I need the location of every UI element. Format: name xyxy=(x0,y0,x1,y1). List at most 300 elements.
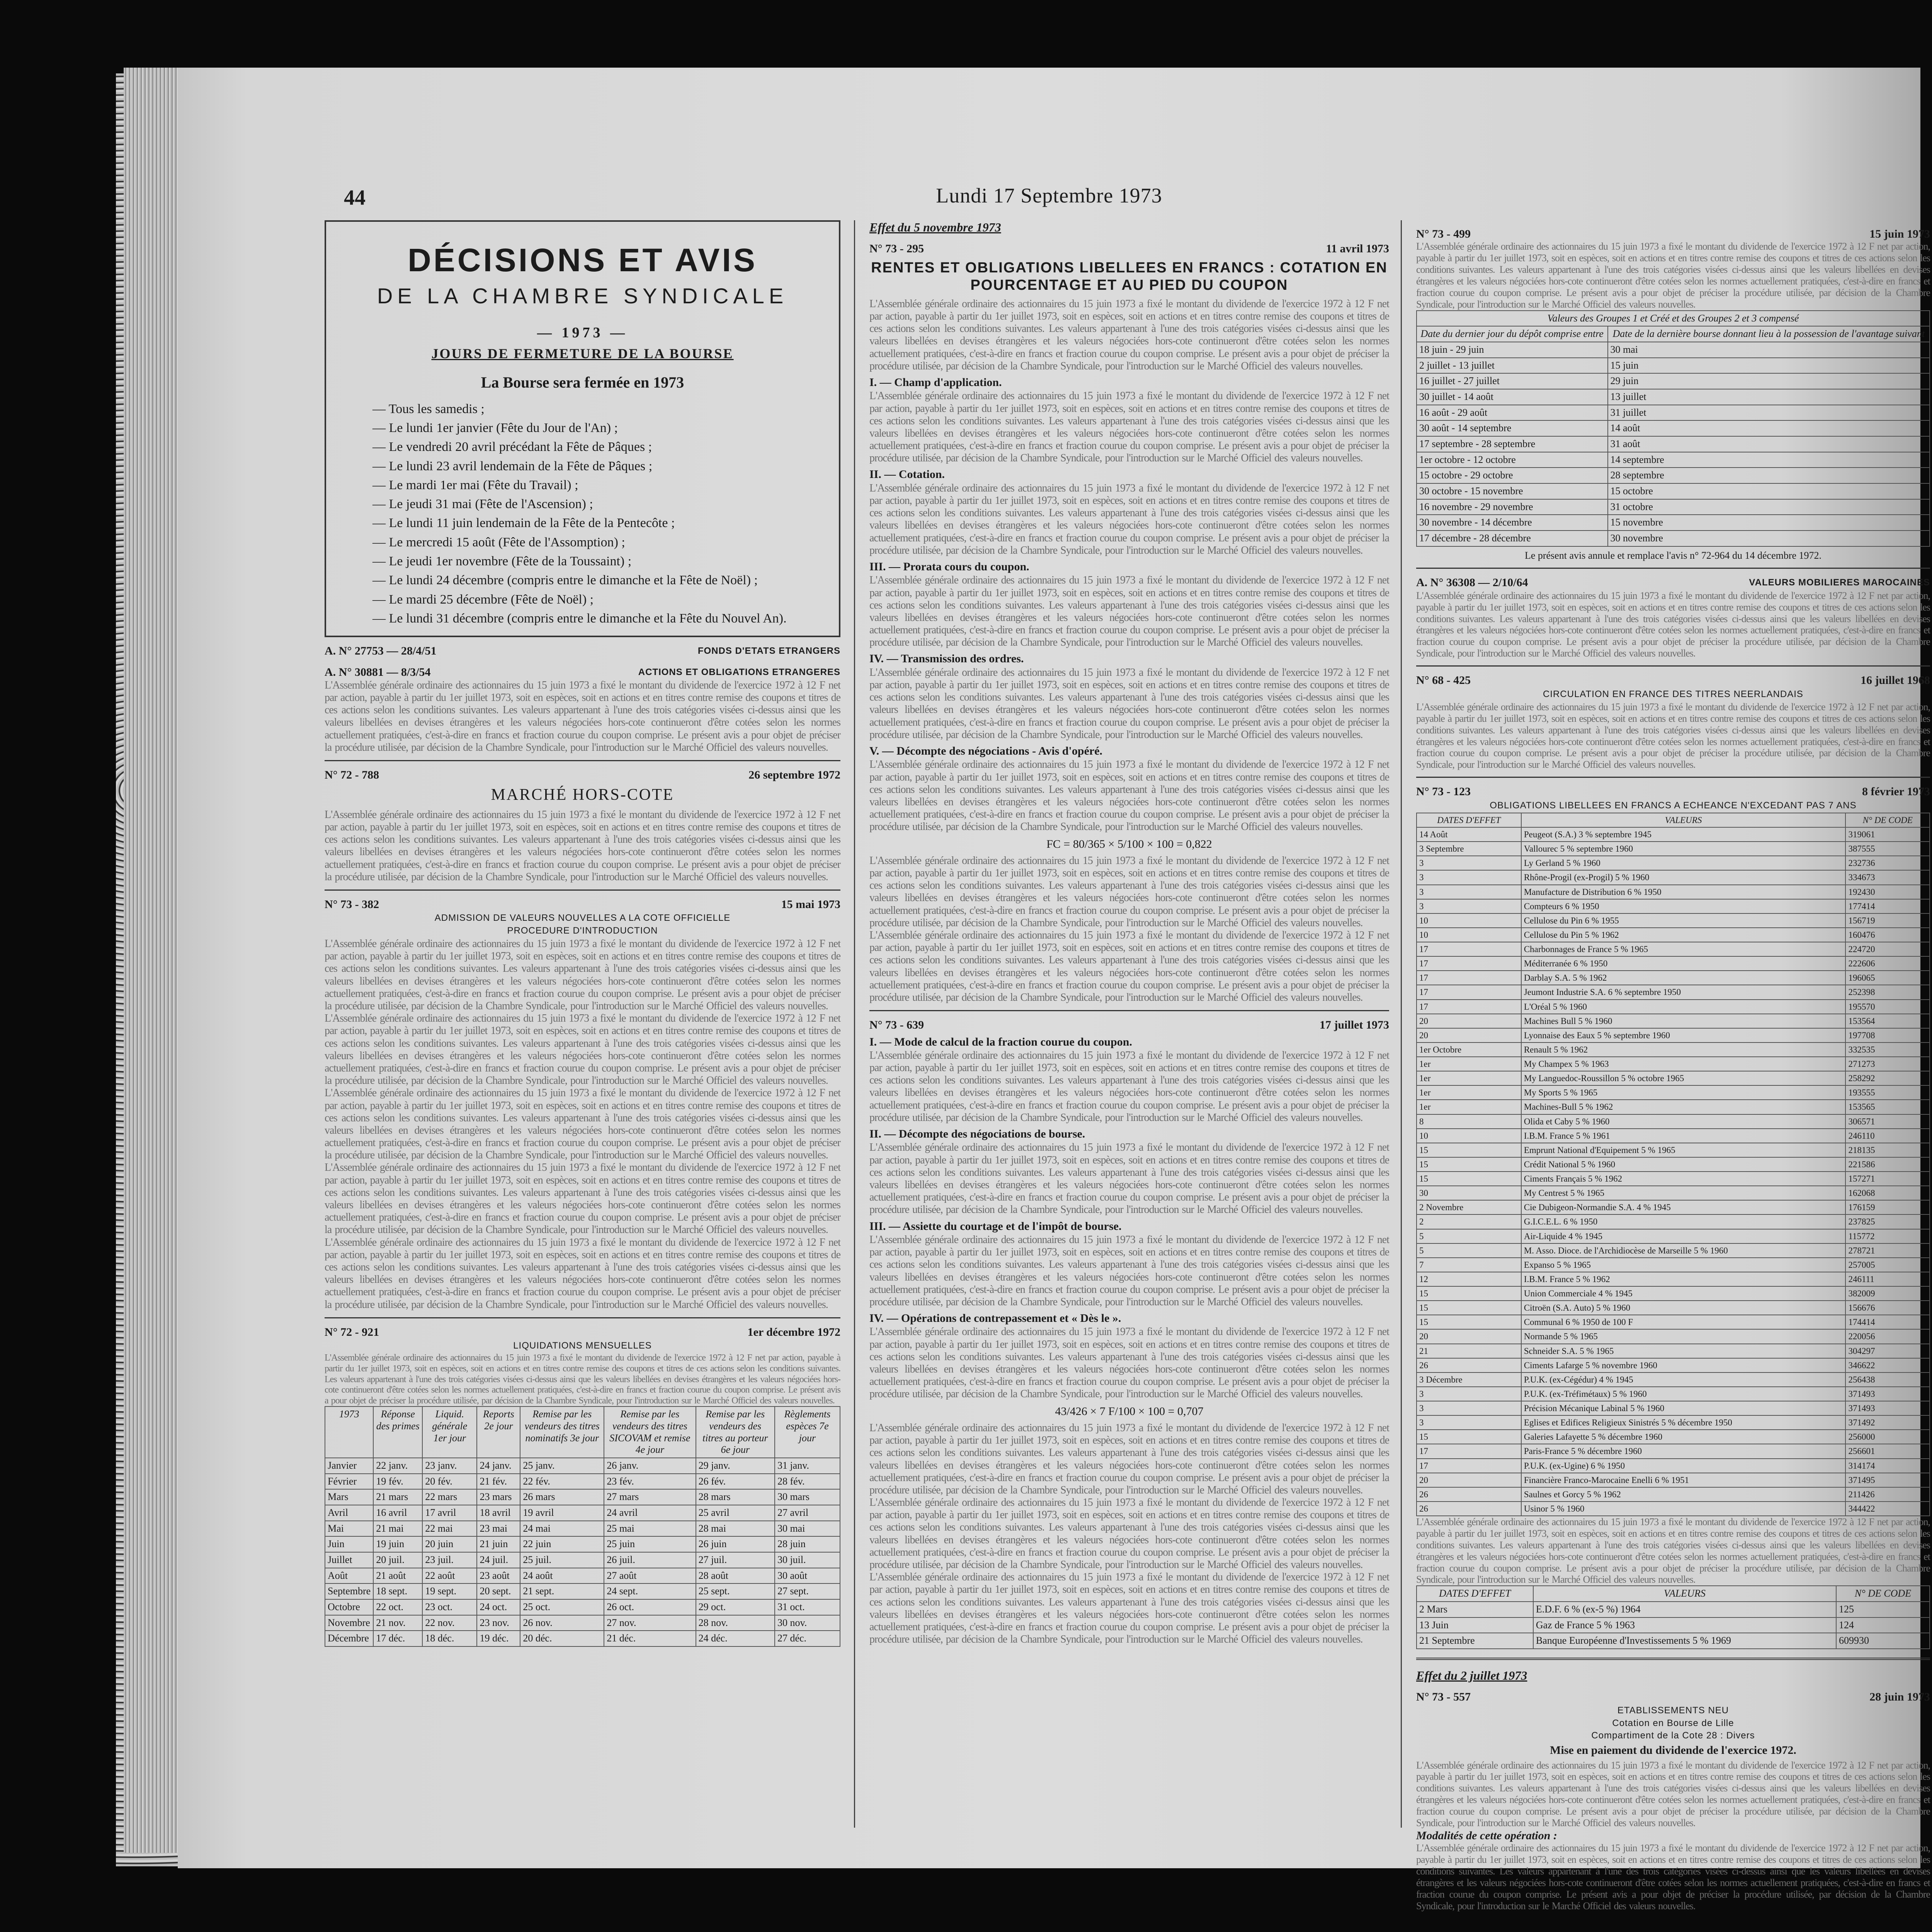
table-cell: Air-Liquide 4 % 1945 xyxy=(1521,1229,1846,1243)
table-cell: 2 juillet - 13 juillet xyxy=(1417,358,1608,374)
table-cell: 22 nov. xyxy=(422,1615,477,1631)
table-cell: Normande 5 % 1965 xyxy=(1521,1329,1846,1344)
table-cell: 28 fév. xyxy=(775,1474,840,1490)
table-row xyxy=(1417,899,1930,913)
table-row xyxy=(325,1631,840,1646)
table-cell: Renault 5 % 1962 xyxy=(1521,1043,1846,1057)
body-text: L'Assemblée générale ordinaire des actionnaires du 15 juin 1973 a fixé le montant du dividende de l'exercice 1972 à 12 F net par action, payable à partir du 1er juillet 1973, soit en espèces, soit en actions et en titres contre remise des coupons et titres de ces actions selon les conditions suivantes. Les valeurs appartenant à l'une des trois catégories visées ci-dessus ainsi que les valeurs libellées en devises étrangères et les valeurs négociées hors-cote continueront d'être cotées selon les normes actuellement pratiquées, c'est-à-dire en francs et fraction courue du coupon comprise. Le présent avis a pour objet de préciser la procédure utilisée, par décision de la Chambre Syndicale, pour l'introduction sur le Marché Officiel des valeurs nouvelles. xyxy=(869,1326,1389,1400)
table-cell: 20 fév. xyxy=(422,1474,477,1490)
table-cell: 21 juin xyxy=(477,1536,520,1552)
table-cell: 15 xyxy=(1417,1315,1521,1329)
table-row xyxy=(1417,436,1930,452)
body-text: L'Assemblée générale ordinaire des actionnaires du 15 juin 1973 a fixé le montant du dividende de l'exercice 1972 à 12 F net par action, payable à partir du 1er juillet 1973, soit en espèces, soit en actions et en titres contre remise des coupons et titres de ces actions selon les conditions suivantes. Les valeurs appartenant à l'une des trois catégories visées ci-dessus ainsi que les valeurs libellées en devises étrangères et les valeurs négociées hors-cote continueront d'être cotées selon les normes actuellement pratiquées, c'est-à-dire en francs et fraction courue du coupon comprise. Le présent avis a pour objet de préciser la procédure utilisée, par décision de la Chambre Syndicale, pour l'introduction sur le Marché Officiel des valeurs nouvelles. xyxy=(869,1571,1389,1646)
table-cell: 371492 xyxy=(1845,1415,1930,1430)
table-cell: 20 sept. xyxy=(477,1583,520,1599)
closed-day-item: — Le mardi 25 décembre (Fête de Noël) ; xyxy=(372,590,827,609)
table-cell: E.D.F. 6 % (ex-5 %) 1964 xyxy=(1533,1602,1836,1617)
table-cell: 174414 xyxy=(1845,1315,1930,1329)
table-row xyxy=(1417,1387,1930,1401)
table-cell: 20 xyxy=(1417,1473,1521,1487)
table-cell: 211426 xyxy=(1845,1487,1930,1502)
table-cell: 220056 xyxy=(1845,1329,1930,1344)
avis-number: A. N° 36308 — 2/10/64 xyxy=(1416,576,1528,589)
table-cell: 26 fév. xyxy=(696,1474,775,1490)
table-cell: 17 septembre - 28 septembre xyxy=(1417,436,1608,452)
table-cell: 15 juin xyxy=(1608,358,1930,374)
table-cell: 160476 xyxy=(1845,928,1930,942)
table-cell: 26 xyxy=(1417,1487,1521,1502)
avis-subtitle: Compartiment de la Cote 28 : Divers xyxy=(1591,1730,1755,1741)
table-cell: Union Commerciale 4 % 1945 xyxy=(1521,1286,1846,1301)
table-cell: 609930 xyxy=(1836,1633,1930,1649)
table-cell: 17 xyxy=(1417,942,1521,956)
table-cell: 30 novembre xyxy=(1608,531,1930,546)
table-cell: 30 août xyxy=(775,1568,840,1584)
table-cell: Précision Mécanique Labinal 5 % 1960 xyxy=(1521,1401,1846,1415)
table-cell: Darblay S.A. 5 % 1962 xyxy=(1521,971,1846,985)
closed-day-item: — Le vendredi 20 avril précédant la Fête de Pâques ; xyxy=(372,437,827,456)
closed-day-item: — Le mardi 1er mai (Fête du Travail) ; xyxy=(372,476,827,495)
section-heading: IV. — Transmission des ordres. xyxy=(869,652,1024,665)
table-cell: 232736 xyxy=(1845,856,1930,870)
table-cell: 24 oct. xyxy=(477,1599,520,1615)
table-cell: 257005 xyxy=(1845,1258,1930,1272)
table-row xyxy=(1417,1014,1930,1028)
table-header-cell: N° DE CODE xyxy=(1845,813,1930,827)
closed-day-item: — Tous les samedis ; xyxy=(372,400,827,418)
table-cell: P.U.K. (ex-Ugine) 6 % 1950 xyxy=(1521,1459,1846,1473)
table-row xyxy=(1417,913,1930,928)
formula: 43/426 × 7 F/100 × 100 = 0,707 xyxy=(1055,1405,1204,1418)
body-text: L'Assemblée générale ordinaire des actionnaires du 15 juin 1973 a fixé le montant du dividende de l'exercice 1972 à 12 F net par action, payable à partir du 1er juillet 1973, soit en espèces, soit en actions et en titres contre remise des coupons et titres de ces actions selon les conditions suivantes. Les valeurs appartenant à l'une des trois catégories visées ci-dessus ainsi que les valeurs libellées en devises étrangères et les valeurs négociées hors-cote continueront d'être cotées selon les normes actuellement pratiquées, c'est-à-dire en francs et fraction courue du coupon comprise. Le présent avis a pour objet de préciser la procédure utilisée, par décision de la Chambre Syndicale, pour l'introduction sur le Marché Officiel des valeurs nouvelles. xyxy=(1416,1842,1930,1912)
avis-title: OBLIGATIONS LIBELLEES EN FRANCS A ECHEANCE N'EXCEDANT PAS 7 ANS xyxy=(1490,800,1857,811)
body-text: L'Assemblée générale ordinaire des actionnaires du 15 juin 1973 a fixé le montant du dividende de l'exercice 1972 à 12 F net par action, payable à partir du 1er juillet 1973, soit en espèces, soit en actions et en titres contre remise des coupons et titres de ces actions selon les conditions suivantes. Les valeurs appartenant à l'une des trois catégories visées ci-dessus ainsi que les valeurs libellées en devises étrangères et les valeurs négociées hors-cote continueront d'être cotées selon les normes actuellement pratiquées, c'est-à-dire en francs et fraction courue du coupon comprise. Le présent avis a pour objet de préciser la procédure utilisée, par décision de la Chambre Syndicale, pour l'introduction sur le Marché Officiel des valeurs nouvelles. xyxy=(869,390,1389,464)
avis-date: 26 septembre 1972 xyxy=(748,768,840,781)
avis-number: N° 72 - 921 xyxy=(325,1325,379,1338)
table-cell: Citroën (S.A. Auto) 5 % 1960 xyxy=(1521,1301,1846,1315)
table-cell: Juin xyxy=(325,1536,373,1552)
table-row xyxy=(1417,1301,1930,1315)
table-cell: 29 oct. xyxy=(696,1599,775,1615)
table-cell: 256000 xyxy=(1845,1430,1930,1444)
table-cell: 15 xyxy=(1417,1301,1521,1315)
table-cell: Charbonnages de France 5 % 1965 xyxy=(1521,942,1846,956)
table-cell: 371495 xyxy=(1845,1473,1930,1487)
table-row xyxy=(325,1505,840,1521)
table-row xyxy=(1417,885,1930,899)
body-text: L'Assemblée générale ordinaire des actionnaires du 15 juin 1973 a fixé le montant du dividende de l'exercice 1972 à 12 F net par action, payable à partir du 1er juillet 1973, soit en espèces, soit en actions et en titres contre remise des coupons et titres de ces actions selon les conditions suivantes. Les valeurs appartenant à l'une des trois catégories visées ci-dessus ainsi que les valeurs libellées en devises étrangères et les valeurs négociées hors-cote continueront d'être cotées selon les normes actuellement pratiquées, c'est-à-dire en francs et fraction courue du coupon comprise. Le présent avis a pour objet de préciser la procédure utilisée, par décision de la Chambre Syndicale, pour l'introduction sur le Marché Officiel des valeurs nouvelles. xyxy=(869,1422,1389,1496)
table-cell: 21 mai xyxy=(373,1521,422,1537)
table-cell: 14 septembre xyxy=(1608,452,1930,468)
table-cell: Expanso 5 % 1965 xyxy=(1521,1258,1846,1272)
table-cell: Emprunt National d'Equipement 5 % 1965 xyxy=(1521,1143,1846,1157)
table-row xyxy=(1417,1633,1930,1649)
closed-day-item: — Le lundi 23 avril lendemain de la Fête de Pâques ; xyxy=(372,457,827,476)
table-cell: 3 xyxy=(1417,870,1521,884)
table-cell: 13 juillet xyxy=(1608,389,1930,405)
table-header-cell: VALEURS xyxy=(1533,1586,1836,1602)
table-cell: 246110 xyxy=(1845,1129,1930,1143)
table-row xyxy=(1417,956,1930,971)
groups-table xyxy=(1416,310,1930,547)
avis-ref xyxy=(325,644,840,658)
table-row xyxy=(1417,870,1930,884)
table-cell: Machines Bull 5 % 1960 xyxy=(1521,1014,1846,1028)
table-row xyxy=(1417,358,1930,374)
body-text: L'Assemblée générale ordinaire des actionnaires du 15 juin 1973 a fixé le montant du dividende de l'exercice 1972 à 12 F net par action, payable à partir du 1er juillet 1973, soit en espèces, soit en actions et en titres contre remise des coupons et titres de ces actions selon les conditions suivantes. Les valeurs appartenant à l'une des trois catégories visées ci-dessus ainsi que les valeurs libellées en devises étrangères et les valeurs négociées hors-cote continueront d'être cotées selon les normes actuellement pratiquées, c'est-à-dire en francs et fraction courue du coupon comprise. Le présent avis a pour objet de préciser la procédure utilisée, par décision de la Chambre Syndicale, pour l'introduction sur le Marché Officiel des valeurs nouvelles. xyxy=(869,666,1389,741)
table-cell: 17 déc. xyxy=(373,1631,422,1646)
avis-date: 11 avril 1973 xyxy=(1326,242,1389,255)
table-cell: Rhône-Progil (ex-Progil) 5 % 1960 xyxy=(1521,870,1846,884)
table-cell: Eglises et Edifices Religieux Sinistrés 5 % décembre 1950 xyxy=(1521,1415,1846,1430)
sections-list-2 xyxy=(869,1035,1389,1401)
table-cell: 2 Mars xyxy=(1417,1602,1533,1617)
table-row xyxy=(1417,1000,1930,1014)
table-cell: My Champex 5 % 1963 xyxy=(1521,1057,1846,1071)
table-cell: 26 juin xyxy=(696,1536,775,1552)
table-row xyxy=(325,1568,840,1584)
avis-ref xyxy=(325,898,840,911)
table-cell: 30 mars xyxy=(775,1489,840,1505)
table-cell: 23 fév. xyxy=(604,1474,696,1490)
table-cell: 16 novembre - 29 novembre xyxy=(1417,499,1608,515)
body-text: L'Assemblée générale ordinaire des actionnaires du 15 juin 1973 a fixé le montant du dividende de l'exercice 1972 à 12 F net par action, payable à partir du 1er juillet 1973, soit en espèces, soit en actions et en titres contre remise des coupons et titres de ces actions selon les conditions suivantes. Les valeurs appartenant à l'une des trois catégories visées ci-dessus ainsi que les valeurs libellées en devises étrangères et les valeurs négociées hors-cote continueront d'être cotées selon les normes actuellement pratiquées, c'est-à-dire en francs et fraction courue du coupon comprise. Le présent avis a pour objet de préciser la procédure utilisée, par décision de la Chambre Syndicale, pour l'introduction sur le Marché Officiel des valeurs nouvelles. xyxy=(325,1087,840,1162)
table-header-cell: DATES D'EFFET xyxy=(1417,1586,1533,1602)
table-header-row xyxy=(1417,1586,1930,1602)
table-cell: 24 janv. xyxy=(477,1458,520,1474)
closed-day-item: — Le lundi 11 juin lendemain de la Fête de la Pentecôte ; xyxy=(372,514,827,532)
table-cell: 22 mai xyxy=(422,1521,477,1537)
table-cell: M. Asso. Dioce. de l'Archidiocèse de Marseille 5 % 1960 xyxy=(1521,1243,1846,1258)
body-text: L'Assemblée générale ordinaire des actionnaires du 15 juin 1973 a fixé le montant du dividende de l'exercice 1972 à 12 F net par action, payable à partir du 1er juillet 1973, soit en espèces, soit en actions et en titres contre remise des coupons et titres de ces actions selon les conditions suivantes. Les valeurs appartenant à l'une des trois catégories visées ci-dessus ainsi que les valeurs libellées en devises étrangères et les valeurs négociées hors-cote continueront d'être cotées selon les normes actuellement pratiquées, c'est-à-dire en francs et fraction courue du coupon comprise. Le présent avis a pour objet de préciser la procédure utilisée, par décision de la Chambre Syndicale, pour l'introduction sur le Marché Officiel des valeurs nouvelles. xyxy=(869,854,1389,929)
avis-ref xyxy=(1416,785,1930,798)
table-cell: Cie Dubigeon-Normandie S.A. 4 % 1945 xyxy=(1521,1200,1846,1214)
table-cell: 15 xyxy=(1417,1157,1521,1172)
table-row xyxy=(1417,1071,1930,1085)
table-row xyxy=(1417,1028,1930,1043)
table-cell: 16 avril xyxy=(373,1505,422,1521)
table-cell: 1er Octobre xyxy=(1417,1043,1521,1057)
table-cell: 17 décembre - 28 décembre xyxy=(1417,531,1608,546)
table-cell: 20 juin xyxy=(422,1536,477,1552)
table-row xyxy=(325,1615,840,1631)
table-cell: 26 oct. xyxy=(604,1599,696,1615)
body-text: L'Assemblée générale ordinaire des actionnaires du 15 juin 1973 a fixé le montant du dividende de l'exercice 1972 à 12 F net par action, payable à partir du 1er juillet 1973, soit en espèces, soit en actions et en titres contre remise des coupons et titres de ces actions selon les conditions suivantes. Les valeurs appartenant à l'une des trois catégories visées ci-dessus ainsi que les valeurs libellées en devises étrangères et les valeurs négociées hors-cote continueront d'être cotées selon les normes actuellement pratiquées, c'est-à-dire en francs et fraction courue du coupon comprise. Le présent avis a pour objet de préciser la procédure utilisée, par décision de la Chambre Syndicale, pour l'introduction sur le Marché Officiel des valeurs nouvelles. xyxy=(325,1162,840,1236)
table-cell: 21 mars xyxy=(373,1489,422,1505)
table-cell: I.B.M. France 5 % 1962 xyxy=(1521,1272,1846,1286)
table-caption: Valeurs des Groupes 1 et Créé et des Groupes 2 et 3 compensé xyxy=(1417,311,1930,327)
table-cell: 30 août - 14 septembre xyxy=(1417,420,1608,436)
table-cell: 10 xyxy=(1417,928,1521,942)
table-cell: 31 juillet xyxy=(1608,405,1930,421)
table-cell: 1er xyxy=(1417,1057,1521,1071)
table-cell: 28 mars xyxy=(696,1489,775,1505)
table-cell: Septembre xyxy=(325,1583,373,1599)
table-cell: 15 xyxy=(1417,1172,1521,1186)
table-cell: Février xyxy=(325,1474,373,1490)
body-text: L'Assemblée générale ordinaire des actionnaires du 15 juin 1973 a fixé le montant du dividende de l'exercice 1972 à 12 F net par action, payable à partir du 1er juillet 1973, soit en espèces, soit en actions et en titres contre remise des coupons et titres de ces actions selon les conditions suivantes. Les valeurs appartenant à l'une des trois catégories visées ci-dessus ainsi que les valeurs libellées en devises étrangères et les valeurs négociées hors-cote continueront d'être cotées selon les normes actuellement pratiquées, c'est-à-dire en francs et fraction courue du coupon comprise. Le présent avis a pour objet de préciser la procédure utilisée, par décision de la Chambre Syndicale, pour l'introduction sur le Marché Officiel des valeurs nouvelles. xyxy=(1416,1516,1930,1585)
table-cell: 15 xyxy=(1417,1286,1521,1301)
table-row xyxy=(325,1552,840,1568)
column-2 xyxy=(869,220,1389,1828)
obligations-table-2 xyxy=(1416,1585,1930,1649)
table-cell: 258292 xyxy=(1845,1071,1930,1085)
closed-days-list xyxy=(338,400,827,628)
table-row xyxy=(1417,1487,1930,1502)
table-cell: Lyonnaise des Eaux 5 % septembre 1960 xyxy=(1521,1028,1846,1043)
avis-date: 17 juillet 1973 xyxy=(1320,1019,1389,1032)
table-cell: 17 xyxy=(1417,1444,1521,1458)
table-cell: 222606 xyxy=(1845,956,1930,971)
table-cell: 26 mars xyxy=(520,1489,604,1505)
page-number: 44 xyxy=(344,186,366,210)
table-row xyxy=(1417,971,1930,985)
table-row xyxy=(1417,389,1930,405)
table-header-row xyxy=(1417,326,1930,342)
body-text: L'Assemblée générale ordinaire des actionnaires du 15 juin 1973 a fixé le montant du dividende de l'exercice 1972 à 12 F net par action, payable à partir du 1er juillet 1973, soit en espèces, soit en actions et en titres contre remise des coupons et titres de ces actions selon les conditions suivantes. Les valeurs appartenant à l'une des trois catégories visées ci-dessus ainsi que les valeurs libellées en devises étrangères et les valeurs négociées hors-cote continueront d'être cotées selon les normes actuellement pratiquées, c'est-à-dire en francs et fraction courue du coupon comprise. Le présent avis a pour objet de préciser la procédure utilisée, par décision de la Chambre Syndicale, pour l'introduction sur le Marché Officiel des valeurs nouvelles. xyxy=(869,1141,1389,1216)
table-cell: Novembre xyxy=(325,1615,373,1631)
table-cell: 196065 xyxy=(1845,971,1930,985)
body-text: L'Assemblée générale ordinaire des actionnaires du 15 juin 1973 a fixé le montant du dividende de l'exercice 1972 à 12 F net par action, payable à partir du 1er juillet 1973, soit en espèces, soit en actions et en titres contre remise des coupons et titres de ces actions selon les conditions suivantes. Les valeurs appartenant à l'une des trois catégories visées ci-dessus ainsi que les valeurs libellées en devises étrangères et les valeurs négociées hors-cote continueront d'être cotées selon les normes actuellement pratiquées, c'est-à-dire en francs et fraction courue du coupon comprise. Le présent avis a pour objet de préciser la procédure utilisée, par décision de la Chambre Syndicale, pour l'introduction sur le Marché Officiel des valeurs nouvelles. xyxy=(325,938,840,1012)
table-cell: 193555 xyxy=(1845,1085,1930,1100)
page-header-date: Lundi 17 Septembre 1973 xyxy=(936,184,1162,207)
table-header-row xyxy=(1417,813,1930,827)
table-cell: 17 xyxy=(1417,1459,1521,1473)
table-cell: 27 août xyxy=(604,1568,696,1584)
table-cell: 24 juil. xyxy=(477,1552,520,1568)
avis-ref xyxy=(869,242,1389,255)
table-cell: 29 juin xyxy=(1608,373,1930,389)
table-cell: 3 xyxy=(1417,885,1521,899)
table-header-cell: DATES D'EFFET xyxy=(1417,813,1521,827)
table-row xyxy=(1417,1243,1930,1258)
obligations-table xyxy=(1416,813,1930,1516)
table-row xyxy=(1417,842,1930,856)
avis-title: LIQUIDATIONS MENSUELLES xyxy=(513,1340,652,1351)
table-row xyxy=(1417,1157,1930,1172)
table-cell: 26 janv. xyxy=(604,1458,696,1474)
table-cell: 15 octobre - 29 octobre xyxy=(1417,468,1608,483)
avis-title: ETABLISSEMENTS NEU xyxy=(1617,1705,1729,1716)
table-cell: 10 xyxy=(1417,1129,1521,1143)
table-cell: 22 fév. xyxy=(520,1474,604,1490)
table-header-cell: Date du dernier jour du dépôt comprise entre xyxy=(1417,326,1608,342)
body-text: L'Assemblée générale ordinaire des actionnaires du 15 juin 1973 a fixé le montant du dividende de l'exercice 1972 à 12 F net par action, payable à partir du 1er juillet 1973, soit en espèces, soit en actions et en titres contre remise des coupons et titres de ces actions selon les conditions suivantes. Les valeurs appartenant à l'une des trois catégories visées ci-dessus ainsi que les valeurs libellées en devises étrangères et les valeurs négociées hors-cote continueront d'être cotées selon les normes actuellement pratiquées, c'est-à-dire en francs et fraction courue du coupon comprise. Le présent avis a pour objet de préciser la procédure utilisée, par décision de la Chambre Syndicale, pour l'introduction sur le Marché Officiel des valeurs nouvelles. xyxy=(325,679,840,753)
avis-number: N° 73 - 639 xyxy=(869,1019,924,1032)
table-cell: 18 juin - 29 juin xyxy=(1417,342,1608,358)
table-row xyxy=(1417,1459,1930,1473)
table-header-cell: Reports 2e jour xyxy=(477,1406,520,1458)
body-text: L'Assemblée générale ordinaire des actionnaires du 15 juin 1973 a fixé le montant du dividende de l'exercice 1972 à 12 F net par action, payable à partir du 1er juillet 1973, soit en espèces, soit en actions et en titres contre remise des coupons et titres de ces actions selon les conditions suivantes. Les valeurs appartenant à l'une des trois catégories visées ci-dessus ainsi que les valeurs libellées en devises étrangères et les valeurs négociées hors-cote continueront d'être cotées selon les normes actuellement pratiquées, c'est-à-dire en francs et fraction courue du coupon comprise. Le présent avis a pour objet de préciser la procédure utilisée, par décision de la Chambre Syndicale, pour l'introduction sur le Marché Officiel des valeurs nouvelles. xyxy=(869,482,1389,556)
table-cell: 334673 xyxy=(1845,870,1930,884)
table-cell: 26 juil. xyxy=(604,1552,696,1568)
body-text: L'Assemblée générale ordinaire des actionnaires du 15 juin 1973 a fixé le montant du dividende de l'exercice 1972 à 12 F net par action, payable à partir du 1er juillet 1973, soit en espèces, soit en actions et en titres contre remise des coupons et titres de ces actions selon les conditions suivantes. Les valeurs appartenant à l'une des trois catégories visées ci-dessus ainsi que les valeurs libellées en devises étrangères et les valeurs négociées hors-cote continueront d'être cotées selon les normes actuellement pratiquées, c'est-à-dire en francs et fraction courue du coupon comprise. Le présent avis a pour objet de préciser la procédure utilisée, par décision de la Chambre Syndicale, pour l'introduction sur le Marché Officiel des valeurs nouvelles. xyxy=(1416,1759,1930,1828)
table-header-cell: VALEURS xyxy=(1521,813,1846,827)
table-header-cell: Remise par les vendeurs des titres SICOVAM et remise 4e jour xyxy=(604,1406,696,1458)
table-cell: 271273 xyxy=(1845,1057,1930,1071)
table-row xyxy=(1417,1617,1930,1633)
year-label: — 1973 — xyxy=(537,325,628,341)
avis-date: 8 février 1973 xyxy=(1862,785,1930,798)
table-cell: 21 déc. xyxy=(604,1631,696,1646)
table-cell: 29 janv. xyxy=(696,1458,775,1474)
table-cell: 5 xyxy=(1417,1243,1521,1258)
section-heading: I. — Champ d'application. xyxy=(869,376,1002,389)
table-header-cell: Date de la dernière bourse donnant lieu à la possession de l'avantage suivant xyxy=(1608,326,1930,342)
formula: FC = 80/365 × 5/100 × 100 = 0,822 xyxy=(1046,837,1212,850)
table-cell: 256601 xyxy=(1845,1444,1930,1458)
table-row xyxy=(1417,1200,1930,1214)
table-cell: 387555 xyxy=(1845,842,1930,856)
table-row xyxy=(325,1489,840,1505)
table-cell: 332535 xyxy=(1845,1043,1930,1057)
table-cell: 23 juil. xyxy=(422,1552,477,1568)
table-row xyxy=(1417,1415,1930,1430)
table-cell: 156676 xyxy=(1845,1301,1930,1315)
avis-title: MARCHÉ HORS-COTE xyxy=(491,786,674,804)
table-cell: 3 Septembre xyxy=(1417,842,1521,856)
table-cell: Machines-Bull 5 % 1962 xyxy=(1521,1100,1846,1114)
avis-title: VALEURS MOBILIERES MAROCAINES xyxy=(1749,577,1930,588)
table-cell: 19 avril xyxy=(520,1505,604,1521)
table-cell: Janvier xyxy=(325,1458,373,1474)
section-heading: I. — Mode de calcul de la fraction courue du coupon. xyxy=(869,1035,1132,1048)
table-cell: G.I.C.E.L. 6 % 1950 xyxy=(1521,1214,1846,1229)
closed-day-item: — Le lundi 1er janvier (Fête du Jour de l'An) ; xyxy=(372,418,827,437)
avis-title: RENTES ET OBLIGATIONS LIBELLEES EN FRANCS : COTATION EN POURCENTAGE ET AU PIED DU COUPON xyxy=(871,260,1388,293)
table-cell: 12 xyxy=(1417,1272,1521,1286)
table-cell: 20 déc. xyxy=(520,1631,604,1646)
table-cell: 346622 xyxy=(1845,1358,1930,1372)
table-row xyxy=(1417,1602,1930,1617)
table-cell: 23 août xyxy=(477,1568,520,1584)
table-row xyxy=(1417,1473,1930,1487)
table-cell: 22 janv. xyxy=(373,1458,422,1474)
table-cell: 20 juil. xyxy=(373,1552,422,1568)
table-cell: 26 nov. xyxy=(520,1615,604,1631)
avis-date: 1er décembre 1972 xyxy=(747,1325,840,1338)
main-subtitle: DE LA CHAMBRE SYNDICALE xyxy=(377,284,788,308)
table-cell: Manufacture de Distribution 6 % 1950 xyxy=(1521,885,1846,899)
table-cell: 23 nov. xyxy=(477,1615,520,1631)
avis-subtitle: Cotation en Bourse de Lille xyxy=(1612,1718,1734,1728)
avis-number: N° 73 - 295 xyxy=(869,242,924,255)
table-row xyxy=(1417,1329,1930,1344)
table-cell: Mai xyxy=(325,1521,373,1537)
table-cell: 28 mai xyxy=(696,1521,775,1537)
table-row xyxy=(1417,1214,1930,1229)
table-row xyxy=(1417,1172,1930,1186)
table-cell: 125 xyxy=(1836,1602,1930,1617)
table-cell: 31 oct. xyxy=(775,1599,840,1615)
table-cell: 237825 xyxy=(1845,1214,1930,1229)
table-header-cell: Réponse des primes xyxy=(373,1406,422,1458)
table-cell: 28 septembre xyxy=(1608,468,1930,483)
table-cell: 30 juillet - 14 août xyxy=(1417,389,1608,405)
body-text: L'Assemblée générale ordinaire des actionnaires du 15 juin 1973 a fixé le montant du dividende de l'exercice 1972 à 12 F net par action, payable à partir du 1er juillet 1973, soit en espèces, soit en actions et en titres contre remise des coupons et titres de ces actions selon les conditions suivantes. Les valeurs appartenant à l'une des trois catégories visées ci-dessus ainsi que les valeurs libellées en devises étrangères et les valeurs négociées hors-cote continueront d'être cotées selon les normes actuellement pratiquées, c'est-à-dire en francs et fraction courue du coupon comprise. Le présent avis a pour objet de préciser la procédure utilisée, par décision de la Chambre Syndicale, pour l'introduction sur le Marché Officiel des valeurs nouvelles. xyxy=(325,808,840,883)
table-cell: My Centrest 5 % 1965 xyxy=(1521,1186,1846,1200)
closed-day-item: — Le lundi 31 décembre (compris entre le dimanche et la Fête du Nouvel An). xyxy=(372,609,827,628)
avis-date: 16 juillet 1968 xyxy=(1861,674,1930,687)
section-heading: II. — Décompte des négociations de bourse. xyxy=(869,1128,1085,1141)
table-cell: Crédit National 5 % 1960 xyxy=(1521,1157,1846,1172)
table-cell: 21 sept. xyxy=(520,1583,604,1599)
table-cell: 18 avril xyxy=(477,1505,520,1521)
table-cell: 2 xyxy=(1417,1214,1521,1229)
table-cell: Jeumont Industrie S.A. 6 % septembre 1950 xyxy=(1521,985,1846,999)
table-cell: 27 avril xyxy=(775,1505,840,1521)
table-cell: 27 juil. xyxy=(696,1552,775,1568)
book-edge-pages xyxy=(124,68,178,1853)
avis-number: N° 73 - 499 xyxy=(1416,228,1471,240)
body-text: L'Assemblée générale ordinaire des actionnaires du 15 juin 1973 a fixé le montant du dividende de l'exercice 1972 à 12 F net par action, payable à partir du 1er juillet 1973, soit en espèces, soit en actions et en titres contre remise des coupons et titres de ces actions selon les conditions suivantes. Les valeurs appartenant à l'une des trois catégories visées ci-dessus ainsi que les valeurs libellées en devises étrangères et les valeurs négociées hors-cote continueront d'être cotées selon les normes actuellement pratiquées, c'est-à-dire en francs et fraction courue du coupon comprise. Le présent avis a pour objet de préciser la procédure utilisée, par décision de la Chambre Syndicale, pour l'introduction sur le Marché Officiel des valeurs nouvelles. xyxy=(869,929,1389,1003)
table-cell: 344422 xyxy=(1845,1502,1930,1516)
table-cell: 256438 xyxy=(1845,1372,1930,1387)
table-cell: 3 xyxy=(1417,899,1521,913)
table-cell: 176159 xyxy=(1845,1200,1930,1214)
chambre-syndicale-box xyxy=(325,220,840,637)
column-1 xyxy=(325,220,840,1828)
table-cell: 1er xyxy=(1417,1071,1521,1085)
table-header-cell: 1973 xyxy=(325,1406,373,1458)
table-cell: 20 xyxy=(1417,1329,1521,1344)
table-cell: 21 xyxy=(1417,1344,1521,1358)
table-header-cell: Liquid. générale 1er jour xyxy=(422,1406,477,1458)
table-cell: 24 avril xyxy=(604,1505,696,1521)
closed-day-item: — Le lundi 24 décembre (compris entre le dimanche et la Fête de Noël) ; xyxy=(372,571,827,590)
table-row xyxy=(1417,1358,1930,1372)
table-cell: 19 fév. xyxy=(373,1474,422,1490)
table-cell: 13 Juin xyxy=(1417,1617,1533,1633)
body-text: L'Assemblée générale ordinaire des actionnaires du 15 juin 1973 a fixé le montant du dividende de l'exercice 1972 à 12 F net par action, payable à partir du 1er juillet 1973, soit en espèces, soit en actions et en titres contre remise des coupons et titres de ces actions selon les conditions suivantes. Les valeurs appartenant à l'une des trois catégories visées ci-dessus ainsi que les valeurs libellées en devises étrangères et les valeurs négociées hors-cote continueront d'être cotées selon les normes actuellement pratiquées, c'est-à-dire en francs et fraction courue du coupon comprise. Le présent avis a pour objet de préciser la procédure utilisée, par décision de la Chambre Syndicale, pour l'introduction sur le Marché Officiel des valeurs nouvelles. xyxy=(1416,241,1930,310)
table-cell: 31 août xyxy=(1608,436,1930,452)
table-row xyxy=(1417,1143,1930,1157)
table-cell: 17 xyxy=(1417,971,1521,985)
table-cell: 157271 xyxy=(1845,1172,1930,1186)
table-row xyxy=(1417,499,1930,515)
table-cell: 21 nov. xyxy=(373,1615,422,1631)
table-cell: Août xyxy=(325,1568,373,1584)
table-cell: Cellulose du Pin 5 % 1962 xyxy=(1521,928,1846,942)
table-cell: 31 janv. xyxy=(775,1458,840,1474)
table-cell: 25 janv. xyxy=(520,1458,604,1474)
table-cell: Paris-France 5 % décembre 1960 xyxy=(1521,1444,1846,1458)
table-row xyxy=(325,1599,840,1615)
main-title: DÉCISIONS ET AVIS xyxy=(408,242,757,278)
table-cell: 3 xyxy=(1417,1387,1521,1401)
table-row xyxy=(1417,1085,1930,1100)
table-cell: 21 fév. xyxy=(477,1474,520,1490)
section-heading: IV. — Opérations de contrepassement et « Dès le ». xyxy=(869,1312,1121,1325)
table-cell: Communal 6 % 1950 de 100 F xyxy=(1521,1315,1846,1329)
table-row xyxy=(1417,452,1930,468)
section-heading: Modalités de cette opération : xyxy=(1416,1829,1557,1842)
avis-number: A. N° 27753 — 28/4/51 xyxy=(325,645,437,658)
table-cell: Avril xyxy=(325,1505,373,1521)
divider xyxy=(869,1010,1389,1011)
table-cell: 15 novembre xyxy=(1608,515,1930,531)
table-row xyxy=(1417,468,1930,483)
table-cell: Gaz de France 5 % 1963 xyxy=(1533,1617,1836,1633)
table-cell: Cellulose du Pin 6 % 1955 xyxy=(1521,913,1846,928)
table-header-cell: Règlements espèces 7e jour xyxy=(775,1406,840,1458)
section-heading: II. — Cotation. xyxy=(869,468,945,481)
table-cell: Olida et Caby 5 % 1960 xyxy=(1521,1114,1846,1129)
table-header-cell: Remise par les vendeurs des titres nominatifs 3e jour xyxy=(520,1406,604,1458)
table-cell: 195570 xyxy=(1845,1000,1930,1014)
table-row xyxy=(1417,1315,1930,1329)
avis-subtitle: PROCEDURE D'INTRODUCTION xyxy=(507,925,658,936)
